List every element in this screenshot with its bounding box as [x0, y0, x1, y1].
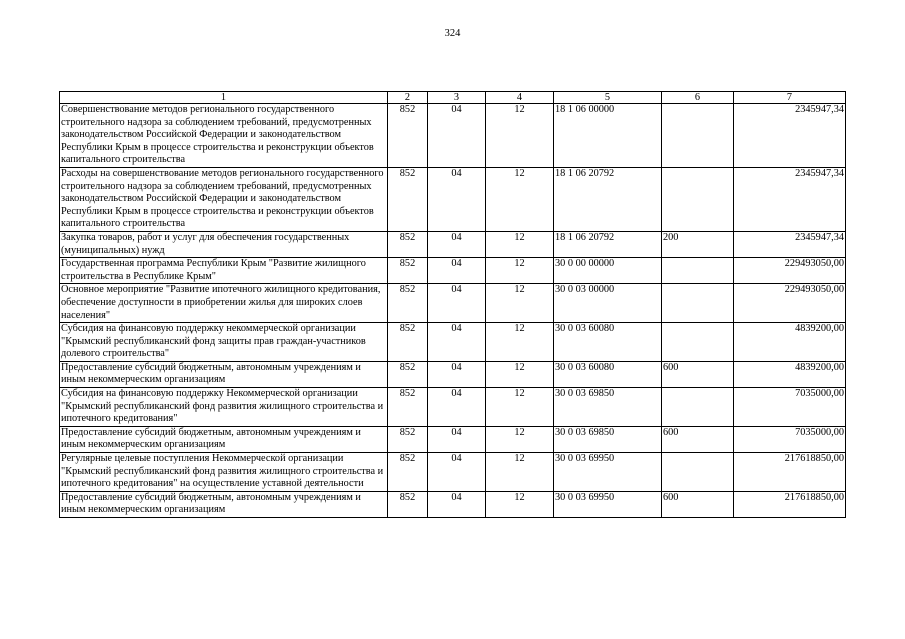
- header-col-7: 7: [734, 92, 846, 104]
- row-csr: 30 0 03 69850: [554, 426, 662, 452]
- row-csr: 30 0 03 60080: [554, 361, 662, 387]
- row-grbs: 852: [388, 284, 428, 323]
- header-row: [60, 92, 846, 104]
- row-name: Совершенствование методов регионального государственного строительного надзора за соблюдением требований, предусмотренных законодательством Российской Федерации и законодательством Республики Крым в процессе строительства и реконструкции объектов капитального строительства: [60, 104, 388, 168]
- row-grbs: 852: [388, 258, 428, 284]
- page-number: 324: [444, 28, 461, 39]
- table-row: [60, 491, 846, 517]
- row-rz: 04: [428, 453, 486, 492]
- row-csr: 30 0 03 60080: [554, 323, 662, 362]
- row-rz: 04: [428, 388, 486, 427]
- row-pr: 12: [486, 453, 554, 492]
- header-col-6: 6: [662, 92, 734, 104]
- budget-table: [59, 91, 846, 518]
- row-name: Предоставление субсидий бюджетным, автономным учреждениям и иным некоммерческим организациям: [60, 491, 388, 517]
- row-rz: 04: [428, 323, 486, 362]
- row-sum: 229493050,00: [734, 284, 846, 323]
- row-grbs: 852: [388, 231, 428, 257]
- row-csr: 30 0 00 00000: [554, 258, 662, 284]
- row-sum: 217618850,00: [734, 491, 846, 517]
- row-vr: [662, 453, 734, 492]
- table-row: [60, 258, 846, 284]
- row-sum: 4839200,00: [734, 323, 846, 362]
- row-sum: 229493050,00: [734, 258, 846, 284]
- row-vr: [662, 323, 734, 362]
- row-grbs: 852: [388, 426, 428, 452]
- table-row: [60, 426, 846, 452]
- table-row: [60, 453, 846, 492]
- row-csr: 18 1 06 20792: [554, 231, 662, 257]
- row-sum: 217618850,00: [734, 453, 846, 492]
- row-pr: 12: [486, 104, 554, 168]
- row-grbs: 852: [388, 104, 428, 168]
- header-col-1: 1: [60, 92, 388, 104]
- row-sum: 2345947,34: [734, 167, 846, 231]
- row-pr: 12: [486, 284, 554, 323]
- row-vr: 200: [662, 231, 734, 257]
- row-pr: 12: [486, 167, 554, 231]
- row-rz: 04: [428, 361, 486, 387]
- row-csr: 18 1 06 00000: [554, 104, 662, 168]
- row-csr: 18 1 06 20792: [554, 167, 662, 231]
- table-row: [60, 231, 846, 257]
- row-pr: 12: [486, 426, 554, 452]
- row-name: Предоставление субсидий бюджетным, автономным учреждениям и иным некоммерческим организациям: [60, 426, 388, 452]
- row-rz: 04: [428, 284, 486, 323]
- row-pr: 12: [486, 388, 554, 427]
- row-csr: 30 0 03 69950: [554, 491, 662, 517]
- row-sum: 7035000,00: [734, 388, 846, 427]
- row-vr: 600: [662, 491, 734, 517]
- row-rz: 04: [428, 167, 486, 231]
- row-pr: 12: [486, 491, 554, 517]
- row-sum: 7035000,00: [734, 426, 846, 452]
- row-name: Закупка товаров, работ и услуг для обеспечения государственных (муниципальных) нужд: [60, 231, 388, 257]
- row-sum: 2345947,34: [734, 231, 846, 257]
- row-grbs: 852: [388, 388, 428, 427]
- row-pr: 12: [486, 361, 554, 387]
- row-pr: 12: [486, 323, 554, 362]
- row-grbs: 852: [388, 361, 428, 387]
- row-grbs: 852: [388, 453, 428, 492]
- table-row: [60, 284, 846, 323]
- row-vr: [662, 104, 734, 168]
- row-vr: 600: [662, 426, 734, 452]
- header-col-5: 5: [554, 92, 662, 104]
- row-pr: 12: [486, 258, 554, 284]
- row-vr: 600: [662, 361, 734, 387]
- row-grbs: 852: [388, 323, 428, 362]
- row-grbs: 852: [388, 491, 428, 517]
- row-vr: [662, 388, 734, 427]
- row-csr: 30 0 03 69850: [554, 388, 662, 427]
- header-col-2: 2: [388, 92, 428, 104]
- row-csr: 30 0 03 00000: [554, 284, 662, 323]
- row-name: Предоставление субсидий бюджетным, автономным учреждениям и иным некоммерческим организациям: [60, 361, 388, 387]
- table-row: [60, 104, 846, 168]
- row-rz: 04: [428, 104, 486, 168]
- row-name: Расходы на совершенствование методов регионального государственного строительного надзора за соблюдением требований, предусмотренных законодательством Российской Федерации и законодательством Республики Крым в процессе строительства и реконструкции объектов капитального строительства: [60, 167, 388, 231]
- row-vr: [662, 258, 734, 284]
- header-col-3: 3: [428, 92, 486, 104]
- row-sum: 4839200,00: [734, 361, 846, 387]
- row-name: Основное мероприятие "Развитие ипотечного жилищного кредитования, обеспечение доступности в приобретении жилья для широких слоев населения": [60, 284, 388, 323]
- table-row: [60, 361, 846, 387]
- table-row: [60, 388, 846, 427]
- row-name: Субсидия на финансовую поддержку Некоммерческой организации "Крымский республиканский фонд развития жилищного строительства и ипотечного кредитования": [60, 388, 388, 427]
- row-rz: 04: [428, 231, 486, 257]
- table-row: [60, 167, 846, 231]
- row-pr: 12: [486, 231, 554, 257]
- row-vr: [662, 167, 734, 231]
- row-rz: 04: [428, 426, 486, 452]
- row-csr: 30 0 03 69950: [554, 453, 662, 492]
- row-rz: 04: [428, 258, 486, 284]
- row-name: Регулярные целевые поступления Некоммерческой организации "Крымский республиканский фонд развития жилищного строительства и ипотечного кредитования" на осуществление уставной деятельности: [60, 453, 388, 492]
- row-name: Субсидия на финансовую поддержку некоммерческой организации "Крымский республиканский фонд защиты прав граждан-участников долевого строительства": [60, 323, 388, 362]
- table-row: [60, 323, 846, 362]
- row-vr: [662, 284, 734, 323]
- header-col-4: 4: [486, 92, 554, 104]
- row-grbs: 852: [388, 167, 428, 231]
- row-rz: 04: [428, 491, 486, 517]
- row-name: Государственная программа Республики Крым "Развитие жилищного строительства в Республике Крым": [60, 258, 388, 284]
- row-sum: 2345947,34: [734, 104, 846, 168]
